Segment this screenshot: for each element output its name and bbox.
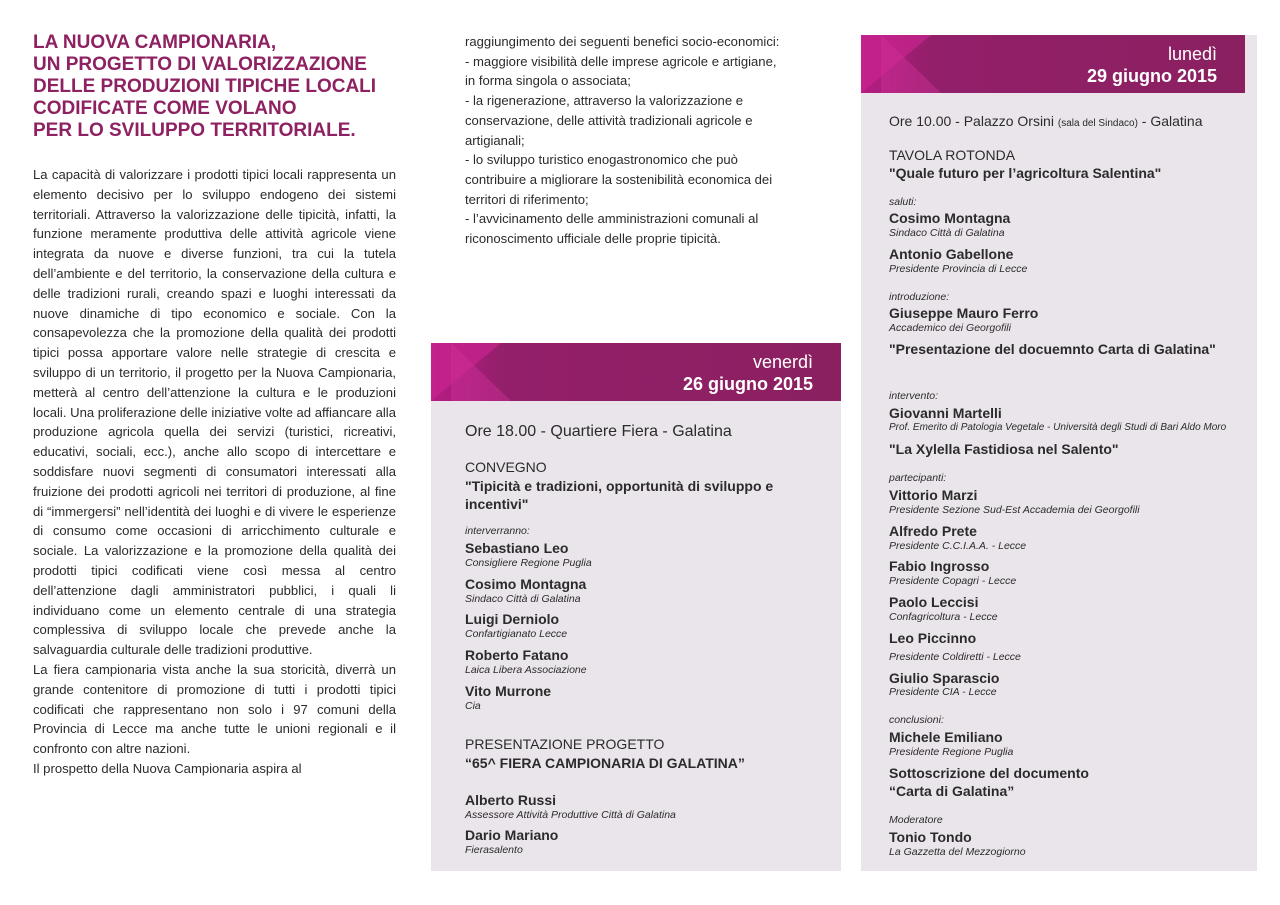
participant-name: Leo Piccinno [889, 630, 977, 646]
talk-speaker-role: Prof. Emerito di Patologia Vegetale - Università degli Studi di Bari Aldo Moro [889, 422, 1227, 433]
intro-column [33, 32, 396, 779]
title-line: LA NUOVA CAMPIONARIA, [33, 32, 277, 53]
continuation-line: conservazione, delle attività tradizionali agricole e [465, 112, 753, 128]
greeting-name: Cosimo Montagna [889, 210, 1011, 226]
continuation-line: - la rigenerazione, attraverso la valorizzazione e [465, 93, 744, 109]
title-line: PER LO SVILUPPO TERRITORIALE. [33, 120, 356, 141]
talk-speaker-name: Giovanni Martelli [889, 405, 1002, 421]
friday-event-type: CONVEGNO [465, 459, 547, 475]
friday-date: 26 giugno 2015 [682, 374, 813, 394]
continuation-line: - maggiore visibilità delle imprese agricole e artigiane, [465, 53, 777, 69]
intro-speaker-role: Accademico dei Georgofili [889, 322, 1011, 334]
location-note: (sala del Sindaco) [1057, 118, 1138, 129]
intro-paragraph: Il prospetto della Nuova Campionaria aspira al [33, 760, 302, 776]
monday-program-panel [861, 35, 1257, 871]
monday-event-title: "Quale futuro per l’agricoltura Salentina" [889, 165, 1162, 181]
title-line: DELLE PRODUZIONI TIPICHE LOCALI [33, 76, 377, 97]
continuation-line: artigianali; [465, 132, 525, 148]
friday-program-panel [431, 343, 841, 871]
speaker-name: Luigi Derniolo [465, 611, 560, 627]
location-city: - Galatina [1141, 113, 1203, 129]
talk-title: "La Xylella Fastidiosa nel Salento" [889, 441, 1119, 457]
presentation-label: PRESENTAZIONE PROGETTO [465, 736, 665, 752]
participant-name: Fabio Ingrosso [889, 558, 990, 574]
talk-label: intervento: [889, 390, 939, 402]
participant-role: Confagricoltura - Lecce [889, 611, 998, 623]
decorative-triangle [451, 343, 511, 401]
continuation-line: - l’avvicinamento delle amministrazioni comunali al [465, 211, 759, 227]
location-main: Ore 10.00 - Palazzo Orsini [889, 113, 1054, 129]
moderator-role: La Gazzetta del Mezzogiorno [889, 846, 1026, 858]
monday-location [889, 112, 1253, 133]
friday-event-title: "Tipicità e tradizioni, opportunità di sviluppo e incentivi" [465, 478, 774, 512]
monday-event-type: TAVOLA ROTONDA [889, 147, 1016, 163]
decorative-triangle [881, 35, 941, 93]
friday-header-band [431, 343, 841, 401]
signing-title: Sottoscrizione del documento [889, 765, 1089, 781]
speaker-name: Roberto Fatano [465, 647, 569, 663]
friday-day: venerdì [752, 352, 813, 372]
monday-day: lunedì [1167, 44, 1217, 64]
speakers-label: interverranno: [465, 525, 530, 537]
participant-role: Presidente Coldiretti - Lecce [889, 651, 1021, 663]
moderator-name: Tonio Tondo [889, 829, 972, 845]
participant-role: Presidente CIA - Lecce [889, 686, 997, 698]
continuation-line: contribuire a migliorare la sostenibilità economica dei [465, 171, 773, 187]
speaker-name: Sebastiano Leo [465, 540, 569, 556]
intro-continuation [465, 32, 827, 249]
participant-name: Alfredo Prete [889, 523, 977, 539]
participant-name: Giulio Sparascio [889, 670, 1000, 686]
speaker-role: Cia [465, 700, 481, 712]
conclusions-role: Presidente Regione Puglia [889, 746, 1014, 758]
greeting-role: Sindaco Città di Galatina [889, 227, 1005, 239]
continuation-line: raggiungimento dei seguenti benefici socio-economici: [465, 34, 780, 49]
friday-location: Ore 18.00 - Quartiere Fiera - Galatina [465, 423, 732, 440]
intro-label: introduzione: [889, 291, 950, 303]
monday-date: 29 giugno 2015 [1086, 66, 1217, 86]
participant-role: Presidente Sezione Sud-Est Accademia dei Georgofili [889, 504, 1140, 516]
participants-label: partecipanti: [889, 472, 947, 484]
greetings-label: saluti: [889, 196, 917, 208]
speaker-role: Confartigianato Lecce [465, 628, 568, 640]
presenter-role: Assessore Attività Produttive Città di Galatina [465, 809, 676, 821]
speaker-role: Consigliere Regione Puglia [465, 557, 592, 569]
presenter-name: Dario Mariano [465, 827, 559, 843]
intro-paragraph: La fiera campionaria vista anche la sua storicità, diverrà un grande contenitore di promozione di tutti i prodotti tipici codificati che rappresentano non solo i 97 comuni della Provincia di Lecce ma anche tutte le unioni regionali e il confronto con altre nazioni. [33, 661, 396, 757]
conclusions-name: Michele Emiliano [889, 729, 1003, 745]
continuation-line: in forma singola o associata; [465, 73, 631, 89]
intro-speaker-name: Giuseppe Mauro Ferro [889, 305, 1039, 321]
speaker-role: Sindaco Città di Galatina [465, 593, 581, 605]
greeting-name: Antonio Gabellone [889, 246, 1014, 262]
conclusions-label: conclusioni: [889, 714, 944, 726]
speaker-name: Vito Murrone [465, 683, 552, 699]
signing-title: “Carta di Galatina” [889, 783, 1015, 799]
presenter-role: Fierasalento [465, 844, 523, 856]
title-line: CODIFICATE COME VOLANO [33, 98, 297, 119]
continuation-line: territori di riferimento; [465, 191, 589, 207]
intro-title [33, 32, 396, 142]
monday-header-band [861, 35, 1245, 93]
moderator-label: Moderatore [889, 814, 943, 826]
presentation-title: “65^ FIERA CAMPIONARIA DI GALATINA” [465, 755, 745, 771]
participant-name: Vittorio Marzi [889, 487, 978, 503]
title-line: UN PROGETTO DI VALORIZZAZIONE [33, 54, 367, 75]
participant-role: Presidente Copagri - Lecce [889, 575, 1017, 587]
intro-paragraph: La capacità di valorizzare i prodotti tipici locali rappresenta un elemento decisivo per lo sviluppo endogeno dei sistemi territoriali. Attraverso la valorizzazione delle tipicità, infatti, la funzione meramente produttiva delle attività agricole viene integrata da nuove e diverse funzioni, tra cui la tutela dell’ambiente e del territorio, la conservazione della cultura e delle tradizioni rurali, creando spazi e luoghi interessati da nuove dinamiche di tipo economico e sociale. Con la consapevolezza che la promozione della qualità dei prodotti tipici possa apportare valore nelle strategie di crescita e sviluppo di un territorio, il progetto per la Nuova Campionaria, metterà al centro dell’attenzione la cultura e le produzioni locali. Una proliferazione delle iniziative volte ad affiancare alla produzione agricola quella dei servizi (turistici, ricreativi, educativi, sociali, ecc.), anche allo scopo di intercettare e soddisfare nuovi segmenti di consumatori interessati alla fruizione dei prodotti agricoli nei territori di produzione, al fine di “immergersi” nell’identità dei luoghi e di vivere le esperienze di consumo come occasioni di arricchimento culturale e sociale. La valorizzazione e la promozione della qualità dei prodotti tipici codificati viene così messa al centro dell’attenzione dagli amministratori pubblici, i quali li individuano come un elemento centrale di una strategia complessiva di sviluppo locale che prevede anche la salvaguardia culturale delle tradizioni produttive. [33, 167, 396, 658]
participant-role: Presidente C.C.I.A.A. - Lecce [889, 540, 1027, 552]
continuation-line: riconoscimento ufficiale delle proprie tipicità. [465, 231, 721, 247]
speaker-name: Cosimo Montagna [465, 576, 587, 592]
participant-name: Paolo Leccisi [889, 594, 979, 610]
speaker-role: Laica Libera Associazione [465, 664, 587, 676]
intro-body [33, 165, 396, 779]
intro-document-title: "Presentazione del docuemnto Carta di Galatina" [889, 341, 1216, 357]
presenter-name: Alberto Russi [465, 792, 557, 808]
greeting-role: Presidente Provincia di Lecce [889, 263, 1028, 275]
continuation-line: - lo sviluppo turistico enogastronomico che può [465, 152, 738, 168]
